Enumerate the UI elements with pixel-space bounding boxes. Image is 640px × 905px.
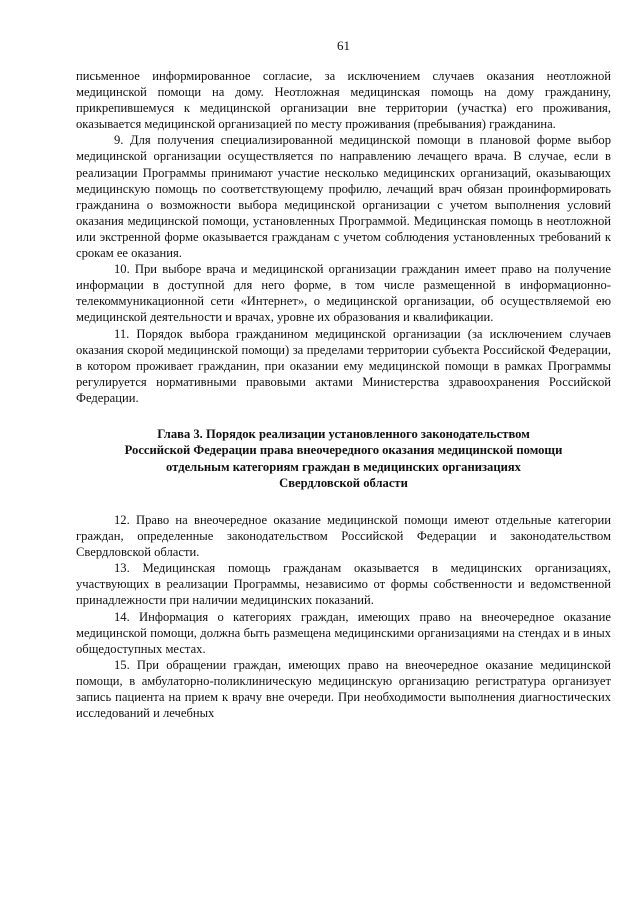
paragraph-9: 9. Для получения специализированной медицинской помощи в плановой форме выбор медицинской организации осуществляется по направлению лечащего врача. В случае, если в реализации Программы принимают участие несколько медицинских организаций, оказывающих медицинскую помощь по соответствующему профилю, лечащий врач обязан проинформировать гражданина о возможности выбора медицинской организации с учетом выполнения условий оказания медицинской помощи, установленных Программой. Медицинская помощь в неотложной или экстренной форме оказывается гражданам с учетом соблюдения установленных требований к срокам ее оказания.: [76, 133, 611, 261]
page-number: 61: [337, 38, 350, 53]
paragraph-consent: письменное информированное согласие, за исключением случаев оказания неотложной медицинской помощи на дому. Неотложная медицинская помощь на дому гражданину, прикрепившемуся к медицинской организации вне территории (участка) его проживания, оказывается медицинской организацией по месту проживания (пребывания) гражданина.: [76, 69, 611, 132]
chapter-heading-line-3: отдельным категориям граждан в медицинских организациях: [166, 459, 521, 474]
paragraph-13: 13. Медицинская помощь гражданам оказывается в медицинских организациях, участвующих в реализации Программы, независимо от формы собственности и ведомственной принадлежности при наличии медицинских показаний.: [76, 561, 611, 608]
paragraph-15: 15. При обращении граждан, имеющих право на внеочередное оказание медицинской помощи, в амбулаторно-поликлиническую медицинскую организацию регистратура организует запись пациента на прием к врачу вне очереди. При необходимости выполнения диагностических исследований и лечебных: [76, 657, 611, 721]
paragraph-14: 14. Информация о категориях граждан, имеющих право на внеочередное оказание медицинской помощи, должна быть размещена медицинскими организациями на стендах и в иных общедоступных местах.: [76, 609, 611, 656]
document-page: [76, 38, 611, 721]
paragraph-12: 12. Право на внеочередное оказание медицинской помощи имеют отдельные категории граждан, определенные законодательством Российской Федерации и законодательством Свердловской области.: [76, 512, 611, 560]
chapter-heading-line-1: Глава 3. Порядок реализации установленного законодательством: [157, 426, 530, 441]
paragraph-10: 10. При выборе врача и медицинской организации гражданин имеет право на получение информации в доступной для него форме, в том числе размещенной в информационно-телекоммуникационной сети «Интернет», о медицинской организации, об осуществляемой ею медицинской деятельности и врачах, уровне их образования и квалификации.: [76, 262, 611, 325]
chapter-heading-line-4: Свердловской области: [279, 476, 408, 491]
chapter-heading: [76, 426, 611, 492]
paragraph-11: 11. Порядок выбора гражданином медицинской организации (за исключением случаев оказания скорой медицинской помощи) за пределами территории субъекта Российской Федерации, в котором проживает гражданин, при оказании ему медицинской помощи в рамках Программы регулируется нормативными правовыми актами Министерства здравоохранения Российской Федерации.: [76, 326, 611, 405]
chapter-heading-line-2: Российской Федерации права внеочередного оказания медицинской помощи: [124, 443, 563, 458]
